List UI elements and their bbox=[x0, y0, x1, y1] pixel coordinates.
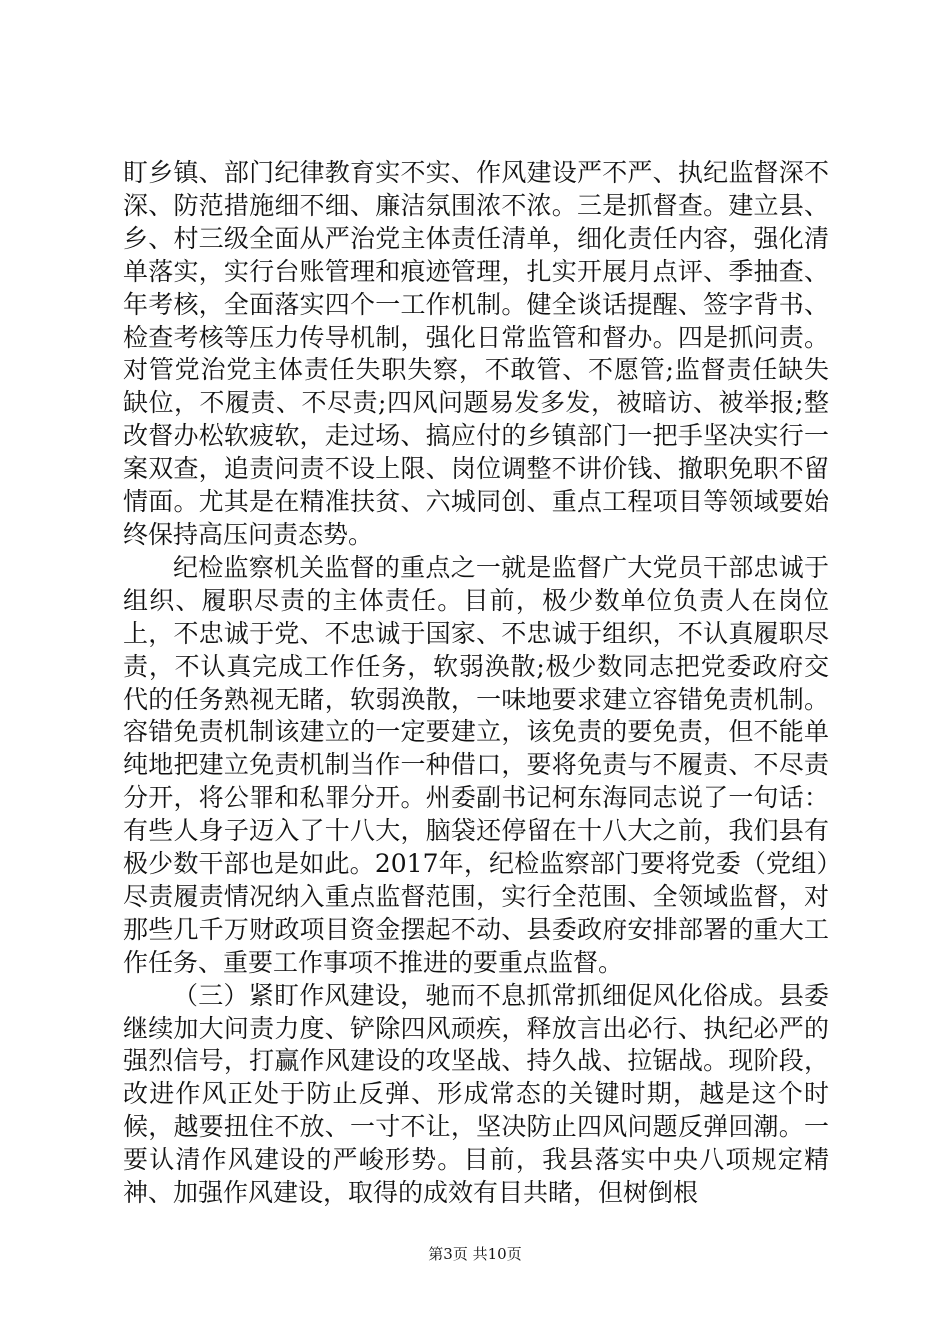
paragraph-work-style: （三）紧盯作风建设，驰而不息抓常抓细促风化俗成。县委继续加大问责力度、铲除四风顽疾，释放言出必行、执纪必严的强烈信号，打赢作风建设的攻坚战、持久战、拉锯战。现阶段，改进作风正处于防止反弹、形成常态的关键时期，越是这个时候，越要扭住不放、一寸不让，坚决防止四风问题反弹回潮。一要认清作风建设的严峻形势。目前，我县落实中央八项规定精神、加强作风建设，取得的成效有目共睹，但树倒根 bbox=[123, 980, 829, 1208]
paragraph-continued: 盯乡镇、部门纪律教育实不实、作风建设严不严、执纪监督深不深、防范措施细不细、廉洁氛围浓不浓。三是抓督查。建立县、乡、村三级全面从严治党主体责任清单，细化责任内容，强化清单落实，实行台账管理和痕迹管理，扎实开展月点评、季抽查、年考核，全面落实四个一工作机制。健全谈话提醒、签字背书、检查考核等压力传导机制，强化日常监管和督办。四是抓问责。对管党治党主体责任失职失察，不敢管、不愿管;监督责任缺失缺位，不履责、不尽责;四风问题易发多发，被暗访、被举报;整改督办松软疲软，走过场、搞应付的乡镇部门一把手坚决实行一案双查，追责问责不设上限、岗位调整不讲价钱、撤职免职不留情面。尤其是在精准扶贫、六城同创、重点工程项目等领域要始终保持高压问责态势。 bbox=[123, 158, 829, 549]
document-body bbox=[123, 157, 829, 1210]
paragraph-supervision-focus: 纪检监察机关监督的重点之一就是监督广大党员干部忠诚于组织、履职尽责的主体责任。目前，极少数单位负责人在岗位上，不忠诚于党、不忠诚于国家、不忠诚于组织，不认真履职尽责，不认真完成工作任务，软弱涣散;极少数同志把党委政府交代的任务熟视无睹，软弱涣散，一味地要求建立容错免责机制。容错免责机制该建立的一定要建立，该免责的要免责，但不能单纯地把建立免责机制当作一种借口，要将免责与不履责、不尽责分开，将公罪和私罪分开。州委副书记柯东海同志说了一句话：有些人身子迈入了十八大，脑袋还停留在十八大之前，我们县有极少数干部也是如此。2017年，纪检监察部门要将党委（党组）尽责履责情况纳入重点监督范围，实行全范围、全领域监督，对那些几千万财政项目资金摆起不动、县委政府安排部署的重大工作任务、重要工作事项不推进的要重点监督。 bbox=[123, 552, 829, 977]
page-footer: 第3页 共10页 bbox=[428, 1245, 522, 1263]
